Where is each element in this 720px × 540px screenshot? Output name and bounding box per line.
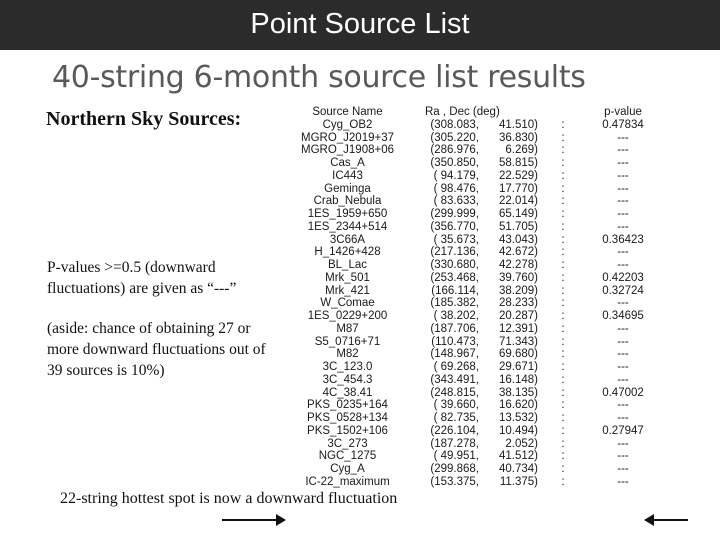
- ra-value: (299.999,: [430, 208, 479, 220]
- ra-value: ( 98.476,: [433, 182, 479, 195]
- dec-value: 42.672): [498, 246, 538, 259]
- dec-value: 43.043): [498, 233, 538, 246]
- ra-value: (166.114,: [431, 284, 479, 297]
- source-name: 3C_273: [327, 437, 368, 450]
- separator: :: [561, 118, 565, 131]
- source-name: 3C_454.3: [322, 373, 373, 386]
- ra-value: (187.278,: [430, 437, 479, 450]
- separator: :: [561, 233, 565, 246]
- ra-value: ( 39.660,: [433, 399, 479, 412]
- ra-value: (217.136,: [430, 246, 479, 259]
- p-value: ---: [617, 169, 629, 182]
- dec-value: 65.149): [498, 208, 538, 220]
- p-value: ---: [617, 208, 629, 220]
- ra-value: (305.220,: [430, 131, 479, 144]
- p-value: ---: [617, 361, 629, 373]
- dec-value: 11.375): [499, 475, 538, 488]
- ra-value: ( 69.268,: [433, 361, 479, 373]
- ra-value: ( 38.202,: [433, 310, 479, 322]
- p-value: ---: [617, 475, 629, 488]
- right-arrow-icon: [652, 519, 688, 521]
- aside-note: (aside: chance of obtaining 27 or more downward fluctuations out of 39 sources is 10%): [47, 320, 266, 379]
- separator: :: [561, 259, 565, 271]
- source-name: M82: [336, 348, 359, 361]
- slide-title: Point Source List: [250, 8, 470, 40]
- p-value: 0.47002: [602, 386, 644, 399]
- separator: :: [561, 373, 565, 386]
- source-name: Mrk_501: [325, 271, 370, 284]
- p-value: ---: [617, 412, 629, 424]
- title-bar: [0, 0, 720, 50]
- p-value: ---: [617, 399, 629, 412]
- source-name: Mrk_421: [325, 284, 370, 297]
- p-value: 0.36423: [602, 233, 644, 246]
- source-name: Cyg_OB2: [322, 118, 373, 131]
- separator: :: [561, 412, 565, 424]
- separator: :: [561, 157, 565, 169]
- source-name: Cyg_A: [330, 463, 365, 475]
- dec-value: 40.734): [498, 463, 538, 475]
- ra-value: (187.706,: [430, 322, 479, 335]
- dec-value: 71.343): [498, 335, 538, 348]
- ra-value: ( 83.633,: [433, 195, 479, 208]
- p-value: ---: [617, 450, 629, 463]
- source-name: Crab_Nebula: [313, 195, 382, 208]
- ra-value: (185.382,: [430, 297, 479, 310]
- source-name: MGRO_J2019+37: [300, 131, 394, 144]
- separator: :: [561, 463, 565, 475]
- ra-value: (248.815,: [430, 386, 479, 399]
- dec-value: 58.815): [498, 157, 538, 169]
- dec-value: 51.705): [498, 220, 538, 233]
- p-value: 0.32724: [602, 284, 644, 297]
- dec-value: 29.671): [498, 361, 538, 373]
- ra-value: (153.375,: [430, 475, 479, 488]
- source-name: PKS_0528+134: [307, 412, 388, 424]
- separator: :: [561, 220, 565, 233]
- dec-value: 41.510): [498, 118, 538, 131]
- pvalue-note: P-values >=0.5 (downward fluctuations) are given as “---”: [47, 259, 237, 297]
- separator: :: [561, 271, 565, 284]
- dec-value: 17.770): [498, 182, 538, 195]
- separator: :: [561, 348, 565, 361]
- separator: :: [561, 361, 565, 373]
- ra-value: (299.868,: [430, 463, 479, 475]
- separator: :: [561, 335, 565, 348]
- dec-value: 41.512): [498, 450, 538, 463]
- separator: :: [561, 297, 565, 310]
- separator: :: [561, 310, 565, 322]
- ra-value: (253.468,: [430, 271, 479, 284]
- dec-value: 69.680): [498, 348, 538, 361]
- ra-value: (148.967,: [430, 348, 479, 361]
- hotspot-note: 22-string hottest spot is now a downward fluctuation: [60, 490, 398, 507]
- separator: :: [561, 246, 565, 259]
- source-name: Geminga: [324, 182, 371, 195]
- separator: :: [561, 475, 565, 488]
- source-name: PKS_1502+106: [307, 424, 388, 437]
- source-name: PKS_0235+164: [307, 399, 388, 412]
- dec-value: 39.760): [498, 271, 538, 284]
- p-value: 0.47834: [602, 118, 644, 131]
- dec-value: 22.014): [498, 195, 538, 208]
- separator: :: [561, 131, 565, 144]
- separator: :: [561, 182, 565, 195]
- dec-value: 16.148): [498, 373, 538, 386]
- p-value: ---: [617, 195, 629, 208]
- dec-value: 13.532): [498, 412, 538, 424]
- source-name: S5_0716+71: [314, 335, 381, 348]
- northern-sky-heading: Northern Sky Sources:: [46, 108, 242, 130]
- separator: :: [561, 195, 565, 208]
- source-name: 4C_38.41: [322, 386, 373, 399]
- separator: :: [561, 208, 565, 220]
- separator: :: [561, 450, 565, 463]
- p-value: ---: [617, 373, 629, 386]
- separator: :: [561, 144, 565, 157]
- separator: :: [561, 437, 565, 450]
- p-value: ---: [617, 131, 629, 144]
- header-p-value: p-value: [604, 106, 642, 118]
- p-value: ---: [617, 157, 629, 169]
- ra-value: (330.680,: [430, 259, 479, 271]
- ra-value: ( 94.179,: [433, 169, 479, 182]
- dec-value: 28.233): [498, 297, 538, 310]
- p-value: ---: [617, 220, 629, 233]
- p-value: 0.27947: [602, 424, 644, 437]
- separator: :: [561, 284, 565, 297]
- separator: :: [561, 169, 565, 182]
- source-name: 1ES_1959+650: [307, 208, 388, 220]
- p-value: ---: [617, 463, 629, 475]
- source-name: H_1426+428: [314, 246, 381, 259]
- separator: :: [561, 386, 565, 399]
- dec-value: 42.278): [498, 259, 538, 271]
- separator: :: [561, 424, 565, 437]
- header-source-name: Source Name: [312, 106, 383, 118]
- ra-value: ( 49.951,: [433, 450, 479, 463]
- p-value: ---: [617, 182, 629, 195]
- source-name: MGRO_J1908+06: [300, 144, 394, 157]
- source-name: W_Comae: [320, 297, 375, 310]
- dec-value: 12.391): [498, 322, 538, 335]
- dec-value: 22.529): [498, 169, 538, 182]
- dec-value: 38.209): [498, 284, 538, 297]
- p-value: 0.34695: [602, 310, 644, 322]
- ra-value: (350.850,: [430, 157, 479, 169]
- source-name: 3C_123.0: [322, 361, 373, 373]
- ra-value: (286.976,: [430, 144, 479, 157]
- dec-value: 2.052): [505, 437, 538, 450]
- dec-value: 38.135): [498, 386, 538, 399]
- p-value: ---: [617, 437, 629, 450]
- source-name: IC443: [332, 169, 363, 182]
- source-name: 1ES_2344+514: [307, 220, 388, 233]
- source-name: NGC_1275: [318, 450, 377, 463]
- ra-value: ( 35.673,: [433, 233, 479, 246]
- separator: :: [561, 322, 565, 335]
- p-value: ---: [617, 246, 629, 259]
- dec-value: 36.830): [498, 131, 538, 144]
- dec-value: 20.287): [498, 310, 538, 322]
- source-name: 3C66A: [329, 233, 366, 246]
- source-name: M87: [336, 322, 359, 335]
- separator: :: [561, 399, 565, 412]
- p-value: ---: [617, 144, 629, 157]
- header-ra-dec: Ra , Dec (deg): [425, 106, 500, 118]
- p-value: ---: [617, 335, 629, 348]
- ra-value: (308.083,: [430, 118, 479, 131]
- ra-value: ( 82.735,: [433, 412, 479, 424]
- p-value: 0.42203: [602, 271, 644, 284]
- dec-value: 16.620): [498, 399, 538, 412]
- source-name: IC-22_maximum: [305, 475, 390, 488]
- ra-value: (356.770,: [430, 220, 479, 233]
- ra-value: (343.491,: [430, 373, 479, 386]
- source-name: Cas_A: [330, 157, 365, 169]
- p-value: ---: [617, 348, 629, 361]
- source-name: BL_Lac: [327, 259, 367, 271]
- p-value: ---: [617, 297, 629, 310]
- dec-value: 10.494): [498, 424, 538, 437]
- dec-value: 6.269): [505, 144, 538, 157]
- source-name: 1ES_0229+200: [307, 310, 388, 322]
- p-value: ---: [617, 322, 629, 335]
- ra-value: (110.473,: [431, 335, 479, 348]
- left-arrow-icon: [222, 519, 284, 521]
- slide-subtitle: 40-string 6-month source list results: [52, 60, 586, 95]
- ra-value: (226.104,: [430, 424, 479, 437]
- p-value: ---: [617, 259, 629, 271]
